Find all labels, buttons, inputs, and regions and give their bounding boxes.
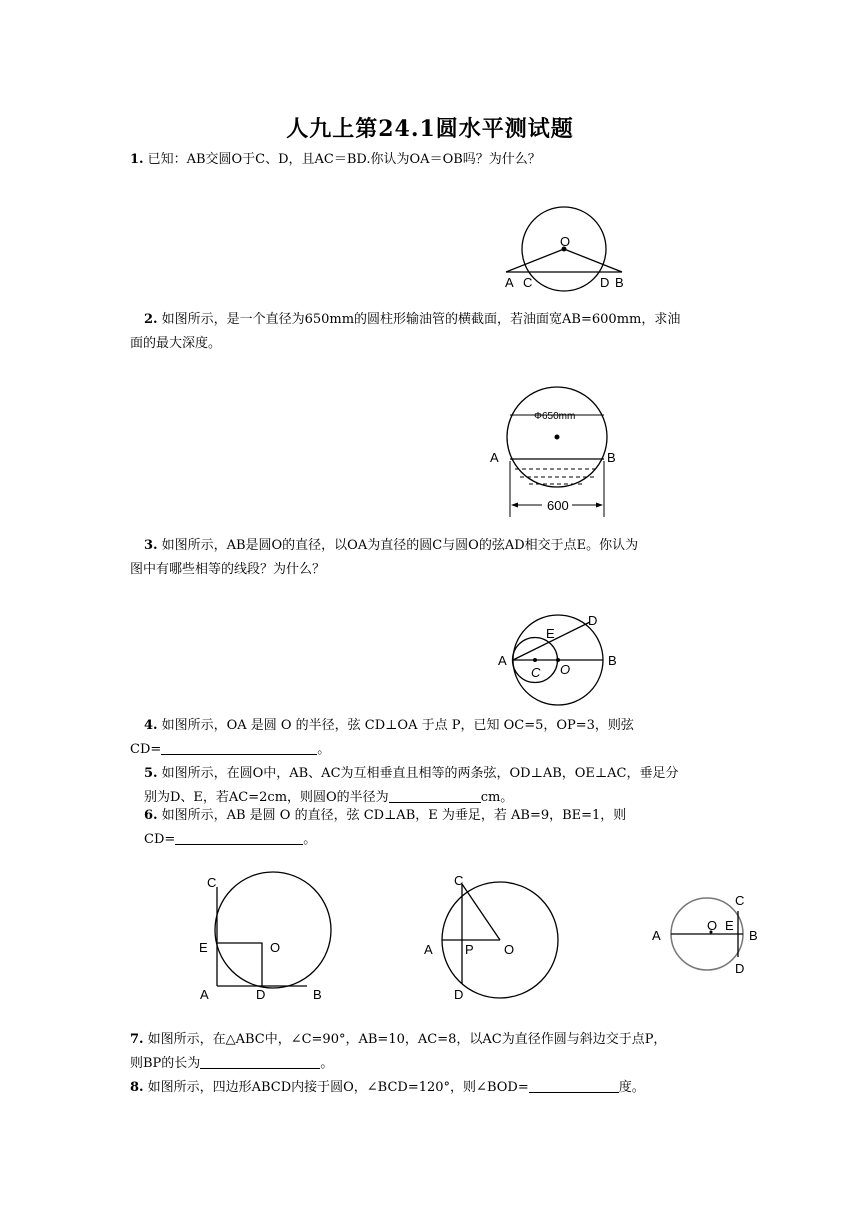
question-7 — [130, 1028, 730, 1076]
question-text: 如图所示，四边形ABCD内接于圆O，∠BCD=120°，则∠BOD= — [147, 1080, 529, 1095]
question-text-cont: 别为D、E，若AC=2cm，则圆O的半径为 — [144, 790, 389, 805]
question-1 — [130, 148, 730, 172]
label-d: D — [735, 961, 745, 976]
question-text: 如图所示，AB是圆O的直径，以OA为直径的圆C与圆O的弦AD相交于点E。你认为 — [161, 538, 639, 553]
label-d: D — [600, 275, 610, 290]
answer-blank[interactable] — [529, 1078, 619, 1093]
label-o: O — [560, 662, 571, 677]
question-text-end: 。 — [303, 832, 317, 847]
question-text-end: cm。 — [480, 790, 514, 805]
question-5 — [130, 762, 730, 810]
label-c: C — [523, 275, 533, 290]
label-c: C — [207, 875, 217, 890]
label-b: B — [615, 275, 624, 290]
label-e: E — [546, 626, 555, 641]
question-number: 3. — [144, 538, 158, 553]
label-diameter: Φ650mm — [534, 411, 576, 422]
label-e: E — [199, 940, 208, 955]
label-o: O — [560, 234, 571, 249]
question-3 — [130, 534, 730, 582]
label-c: C — [735, 893, 745, 908]
segment-oa — [506, 249, 564, 272]
question-text: 如图所示，是一个直径为650mm的圆柱形输油管的横截面，若油面宽AB=600mm，求油 — [161, 312, 681, 327]
label-c: C — [454, 873, 464, 888]
label-o: O — [504, 942, 515, 957]
figure-q5-perpendicular-chords — [195, 870, 345, 1005]
label-b: B — [749, 928, 758, 943]
label-c: C — [531, 665, 541, 680]
segment-oc — [462, 884, 500, 940]
question-number: 7. — [130, 1032, 144, 1047]
label-d: D — [588, 613, 598, 628]
label-b: B — [607, 450, 616, 465]
label-a: A — [490, 450, 499, 465]
figure-q3-two-circles — [490, 608, 630, 708]
label-d: D — [256, 987, 266, 1002]
label-b: B — [608, 653, 617, 668]
question-text: 如图所示，OA 是圆 O 的半径，弦 CD⊥OA 于点 P，已知 OC=5，OP=3，则弦 — [161, 718, 634, 733]
answer-blank[interactable] — [200, 1054, 320, 1069]
question-2 — [130, 308, 730, 356]
label-a: A — [652, 928, 661, 943]
figure-q1-circle-chord — [500, 205, 640, 297]
question-text-cont: 图中有哪些相等的线段？为什么？ — [130, 562, 326, 577]
label-o: O — [707, 918, 718, 933]
question-6 — [130, 804, 730, 852]
label-p: P — [465, 942, 474, 957]
question-number: 1. — [130, 152, 144, 167]
answer-blank[interactable] — [175, 830, 303, 845]
question-number: 4. — [144, 718, 158, 733]
circle-o — [215, 872, 331, 988]
label-d: D — [454, 987, 464, 1002]
pipe-center — [555, 435, 560, 440]
page-title: 人九上第24.1圆水平测试题 — [286, 116, 574, 142]
label-b: B — [313, 987, 322, 1002]
question-text: 如图所示，在圆O中，AB、AC为互相垂直且相等的两条弦，OD⊥AB，OE⊥AC，垂足分 — [161, 766, 679, 781]
question-text-cont: CD= — [130, 742, 162, 757]
label-e: E — [725, 918, 734, 933]
label-width: 600 — [547, 498, 569, 513]
question-number: 2. — [144, 312, 158, 327]
question-number: 6. — [144, 808, 158, 823]
label-a: A — [498, 653, 507, 668]
question-text-cont: CD= — [144, 832, 176, 847]
question-text: 如图所示，AB 是圆 O 的直径，弦 CD⊥AB，E 为垂足，若 AB=9，BE=1，则 — [161, 808, 627, 823]
perp-square — [217, 943, 262, 986]
figure-q2-oil-pipe — [485, 378, 625, 518]
question-4 — [130, 714, 730, 762]
segment-ob — [564, 249, 622, 272]
figure-q6-diameter-chord — [648, 888, 768, 980]
dim-arrow-right — [596, 503, 603, 508]
question-text-end: 。 — [317, 742, 331, 757]
label-o: O — [270, 940, 281, 955]
question-text-cont: 则BP的长为 — [130, 1056, 201, 1071]
question-text-end: 。 — [320, 1056, 334, 1071]
question-text-cont: 面的最大深度。 — [130, 336, 222, 351]
label-a: A — [200, 987, 209, 1002]
figure-q4-chord-radius — [420, 870, 565, 1005]
answer-blank[interactable] — [389, 788, 481, 803]
question-text-end: 度。 — [618, 1080, 645, 1095]
question-number: 8. — [130, 1080, 144, 1095]
label-a: A — [505, 275, 514, 290]
question-text: 如图所示，在△ABC中，∠C=90°，AB=10，AC=8，以AC为直径作圆与斜边交于点P， — [147, 1032, 667, 1047]
label-a: A — [424, 942, 433, 957]
question-text: 已知：AB交圆O于C、D，且AC＝BD.你认为OA＝OB吗？为什么？ — [147, 152, 541, 167]
answer-blank[interactable] — [161, 740, 317, 755]
dim-arrow-left — [511, 503, 518, 508]
question-number: 5. — [144, 766, 158, 781]
question-8 — [130, 1076, 730, 1100]
center-c — [533, 658, 537, 662]
